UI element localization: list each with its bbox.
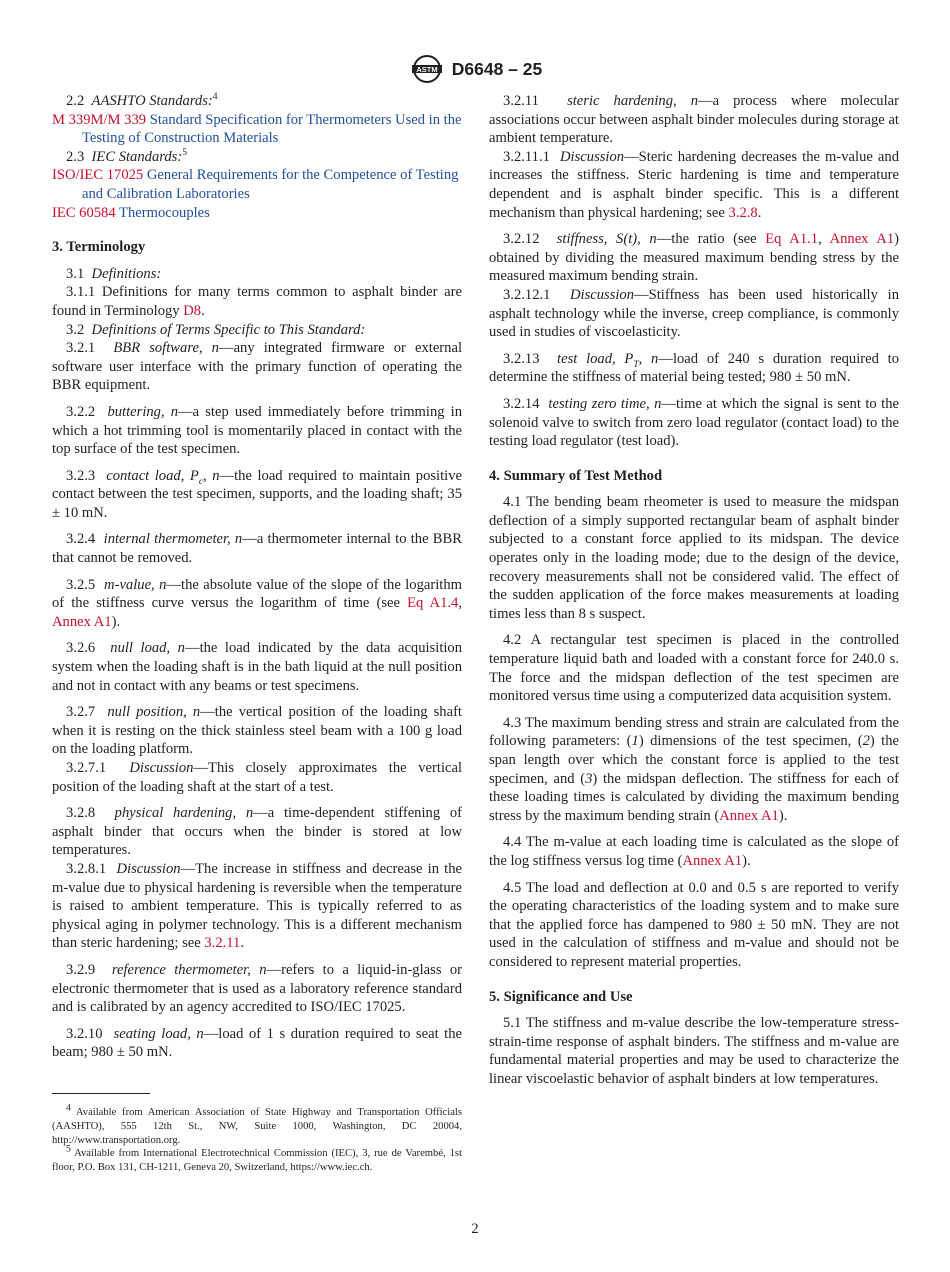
para-3-2-1: 3.2.1 BBR software, n—any integrated firmware or external software user interface with the primary function of operating the BBR equipment. bbox=[52, 340, 462, 394]
para-3-1-1: 3.1.1 Definitions for many terms common to asphalt binder are found in Terminology D8. bbox=[52, 284, 462, 319]
para-3-2-14: 3.2.14 testing zero time, n—time at which the signal is sent to the solenoid valve to switch from zero load regulator (contact load) to the testing load regulator (test load). bbox=[489, 395, 899, 450]
xref-link[interactable]: Annex A1 bbox=[829, 231, 895, 248]
para-3-2-11: 3.2.11 steric hardening, n—a process where molecular associations occur between asphalt binder molecules during storage at ambient temperature. bbox=[489, 93, 899, 147]
footnote-5: $^5$ Available from International Electrotechnical Commission (IEC), 3, rue de Varembé, 1st floor, P.O. Box 131, CH-1211, Geneva 20, Switzerland, https://www.iec.ch. bbox=[52, 1144, 462, 1174]
ref-code[interactable]: ISO/IEC 17025 bbox=[52, 167, 144, 184]
standard-designation: D6648 – 25 bbox=[451, 58, 543, 79]
section-heading-terminology: 3. Terminology bbox=[52, 239, 146, 256]
section-heading-summary: 4. Summary of Test Method bbox=[489, 467, 663, 484]
xref-link[interactable]: Eq A1.1 bbox=[765, 231, 819, 248]
xref-link[interactable]: D8 bbox=[183, 302, 202, 319]
footnote-divider bbox=[52, 1093, 150, 1094]
para-3-2: 3.2 Definitions of Terms Specific to This Standard: bbox=[66, 321, 366, 338]
xref-link[interactable]: Annex A1 bbox=[682, 852, 743, 869]
page-header bbox=[0, 54, 950, 84]
para-3-2-9: 3.2.9 reference thermometer, n—refers to a liquid-in-glass or electronic thermometer that is used as a laboratory reference standard and is calibrated by an agency accredited to ISO/IEC 17025. bbox=[52, 961, 462, 1016]
ref-aashto-m339 bbox=[52, 111, 462, 148]
para-3-2-4: 3.2.4 internal thermometer, n—a thermometer internal to the BBR that cannot be removed. bbox=[52, 531, 462, 567]
left-column bbox=[52, 92, 462, 1070]
para-3-2-7-1: 3.2.7.1 Discussion—This closely approximates the vertical position of the loading shaft at the start of a test. bbox=[52, 760, 463, 795]
svg-text:ASTM: ASTM bbox=[416, 64, 438, 74]
xref-link[interactable]: Eq A1.4 bbox=[407, 595, 459, 612]
page-number: 2 bbox=[471, 1221, 479, 1237]
para-3-2-8-1: 3.2.8.1 Discussion—The increase in stiffness and decrease in the m-value due to physical hardening is reversible when the temperature is raised to ambient temperature. This is typically referred to as physical aging in polymer technology. This is a different mechanism than steric hardening; see 3.2.11. bbox=[52, 860, 463, 952]
astm-logo-icon bbox=[408, 54, 446, 84]
para-3-2-6: 3.2.6 null load, n—the load indicated by the data acquisition system when the loading shaft is in the bath liquid at the null position and not in contact with any beams or test specimens. bbox=[52, 640, 463, 694]
xref-link[interactable]: 3.2.8 bbox=[728, 204, 758, 221]
para-4-3: 4.3 The maximum bending stress and strain are calculated from the following parameters: (1) dimensions of the test specimen, (2) the span length over which the constant force is applied to the test specimen, and (3) the midspan deflection. The stiffness for each of these loading times is calculated by dividing the maximum bending stress by the maximum bending strain (Annex A1). bbox=[489, 714, 900, 824]
ref-code[interactable]: M 339M/M 339 bbox=[52, 111, 147, 128]
para-3-2-3: 3.2.3 contact load, $P_c$, n—the load required to maintain positive contact between the test specimen, supports, and the loading shaft; 35 ± 10 mN. bbox=[52, 467, 462, 521]
footnotes bbox=[52, 1103, 462, 1175]
right-column bbox=[489, 92, 899, 1097]
para-4-4: 4.4 The m-value at each loading time is calculated as the slope of the log stiffness versus log time (Annex A1). bbox=[489, 834, 899, 869]
para-4-2: 4.2 A rectangular test specimen is placed in the controlled temperature liquid bath and loaded with a constant force for 240.0 s. The force and the midspan deflection of the test specimen are monitored versus time using a computerized data acquisition system. bbox=[489, 632, 899, 705]
para-3-2-8: 3.2.8 physical hardening, n—a time-dependent stiffening of asphalt binder that occurs when the binder is stored at low temperatures. bbox=[52, 805, 463, 859]
para-3-2-5: 3.2.5 m-value, n—the absolute value of the slope of the logarithm of the stiffness curve versus the logarithm of time (see Eq A1.4, Annex A1). bbox=[52, 576, 462, 630]
para-3-2-7: 3.2.7 null position, n—the vertical position of the loading shaft when it is resting on the thick stainless steel beam with a 100 g load on the loading platform. bbox=[52, 704, 462, 758]
para-3-2-10: 3.2.10 seating load, n—load of 1 s duration required to seat the beam; 980 ± 50 mN. bbox=[52, 1025, 462, 1061]
xref-link[interactable]: 3.2.11 bbox=[204, 935, 241, 952]
para-3-2-2: 3.2.2 buttering, n—a step used immediately before trimming in which a hot trimming tool is momentarily placed in contact with the top surface of the test specimen. bbox=[52, 403, 463, 458]
para-3-2-11-1: 3.2.11.1 Discussion—Steric hardening decreases the m-value and increases the stiffness. Steric hardening is time and temperature dependent and is asphalt binder specific. This is a different mechanism than physical hardening; see 3.2.8. bbox=[489, 148, 899, 221]
ref-iso-iec-17025 bbox=[52, 166, 462, 203]
para-3-1: 3.1 Definitions: bbox=[66, 265, 162, 282]
para-4-1: 4.1 The bending beam rheometer is used to measure the midspan deflection of a simply supported rectangular beam of asphalt binder subjected to a constant force applied to its midspan. The device operates only in the loading mode; due to the design of the device, recovery measurements shall not be considered valid. The effect of the sudden application of the force makes measurements at loading times less than 8 s suspect. bbox=[489, 494, 899, 622]
para-3-2-12-1: 3.2.12.1 Discussion—Stiffness has been used historically in asphalt technology while the inverse, creep compliance, is commonly used in studies of viscoelasticity. bbox=[489, 286, 900, 341]
para-5-1: 5.1 The stiffness and m-value describe the low-temperature stress-strain-time response of asphalt binders. The stiffness and m-value are fundamental material properties and may be used to characterize the linear viscoelastic behavior of asphalt binders at low temperatures. bbox=[489, 1015, 899, 1087]
ref-title-link[interactable]: Thermocouples bbox=[119, 204, 210, 221]
xref-link[interactable]: Annex A1 bbox=[719, 807, 779, 824]
para-3-2-12: 3.2.12 stiffness, S(t), n—the ratio (see Eq A1.1, Annex A1) obtained by dividing the measured maximum bending stress by the measured maximum bending strain. bbox=[489, 231, 900, 285]
footnote-4: $^4$ Available from American Association of State Highway and Transportation Officials (AASHTO), 555 12th St., NW, Suite 1000, Washington, DC 20004, http://www.transportation.org. bbox=[52, 1103, 462, 1146]
section-2-3: 2.3 IEC Standards:$^5$ bbox=[66, 147, 187, 165]
section-2-2: 2.2 AASHTO Standards:$^4$ bbox=[66, 92, 218, 109]
ref-code[interactable]: IEC 60584 bbox=[52, 204, 116, 221]
para-3-2-13: 3.2.13 test load, $P_T$, n—load of 240 s duration required to determine the stiffness of material being tested; 980 ± 50 mN. bbox=[489, 350, 900, 386]
ref-title-link[interactable]: General Requirements for the Competence of Testing and Calibration Laboratories bbox=[82, 167, 459, 202]
para-4-5: 4.5 The load and deflection at 0.0 and 0.5 s are reported to verify the operating characteristics of the loading system and to make sure that the applied force has dampened to 980 ± 50 mN. They are not used in the calculation of stiffness and m-value and should not be considered to represent material properties. bbox=[489, 879, 899, 970]
xref-link[interactable]: Annex A1 bbox=[52, 613, 112, 630]
ref-title-link[interactable]: Standard Specification for Thermometers Used in the Testing of Construction Materials bbox=[82, 111, 462, 147]
section-heading-significance: 5. Significance and Use bbox=[489, 988, 633, 1005]
ref-iec-60584 bbox=[52, 204, 462, 223]
